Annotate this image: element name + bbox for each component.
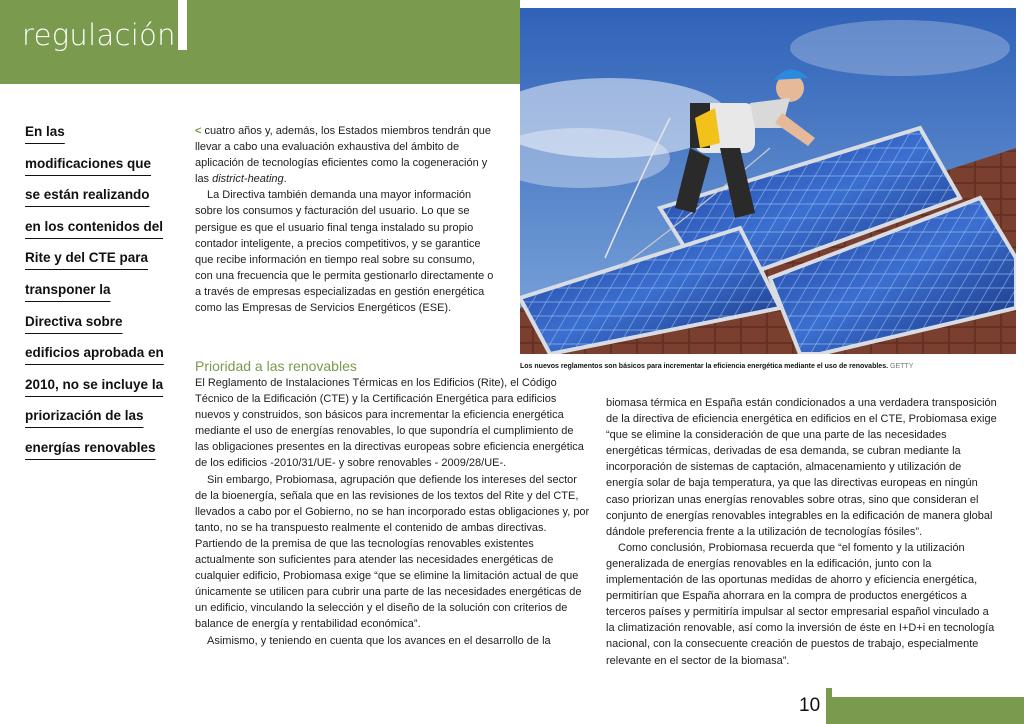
- paragraph-text: cuatro años y, además, los Estados miembros tendrán que llevar a cabo una evaluación exhaustiva del ámbito de aplicación de tecnologías eficientes como la cogeneración y las: [195, 125, 491, 186]
- pullquote-line: En las: [25, 124, 65, 139]
- paragraph-text: .: [283, 173, 287, 186]
- pullquote-line: se están realizando: [25, 187, 150, 203]
- pullquote: [25, 116, 175, 464]
- pullquote-line: priorización de las: [25, 408, 144, 424]
- pullquote-line: Rite y del CTE para: [25, 250, 149, 266]
- section-title: regulación: [22, 18, 176, 52]
- header-notch: [178, 0, 187, 50]
- article-column-1: [195, 123, 495, 316]
- pullquote-line: transponer la: [25, 281, 111, 297]
- paragraph: Como conclusión, Probiomasa recuerda que “el fomento y la utilización generalizada de energías renovables en la edificación, junto con la implementación de las oportunas medidas de ahorro y eficiencia energética, permitirían que España ahorrara en la compra de productos energéticos a terceros países y permitiría impulsar al sector empresarial español vinculado a la climatización renovable, así como la inversión de éste en I+D+i en tecnología nacional, con la consecuente creación de puestos de trabajo, especialmente relevante en el sector de la biomasa”.: [606, 541, 995, 667]
- paragraph: La Directiva también demanda una mayor información sobre los consumos y facturación del usuario. Lo que se persigue es que el usuario final tenga instalado su propio contador inteligente, a precios competitivos, y se garantice que recibe información en tiempo real sobre su consumo, con una frecuencia que le permita gestionarlo directamente o a través de empresas especializadas en gestión energética como las Empresas de Servicios Energéticos (ESE).: [195, 189, 494, 315]
- pullquote-line: en los contenidos del: [25, 218, 164, 234]
- caption-text: Los nuevos reglamentos son básicos para incrementar la eficiencia energética mediante el uso de renovables.: [520, 363, 889, 370]
- photo-caption: [520, 363, 1016, 370]
- article-column-3: [606, 395, 998, 669]
- paragraph: [195, 123, 495, 187]
- subheading: Prioridad a las renovables: [195, 358, 357, 374]
- pullquote-line: modificaciones que: [25, 155, 152, 171]
- photo-credit: GETTY: [890, 363, 914, 370]
- paragraph: biomasa térmica en España están condicionados a una verdadera transposición de la directiva de eficiencia energética en edificios en el CTE, Probiomasa exige “que se elimine la consideración de que una parte de las necesidades energéticas térmicas, derivadas de esa demanda, se cubran mediante la incorporación de sistemas de captación, almacenamiento y utilización de energía solar de baja temperatura, ya que las directivas europeas en ningún caso priorizan unas energías renovables sobre otras, sino que consideran el conjunto de energías renovables integrables en la edificación de manera global dándole preferencia frente a la utilización de tecnologías fósiles”.: [606, 397, 997, 538]
- paragraph: Sin embargo, Probiomasa, agrupación que defiende los intereses del sector de la bioenergía, señala que en las revisiones de los textos del Rite y del CTE, llevados a cabo por el Gobierno, no se han incorporado estas obligaciones y, por tanto, no se ha transpuesto realmente el contenido de ambas directivas. Partiendo de la premisa de que las tecnologías renovables existentes actualmente son suficientes para atender las necesidades energéticas de cualquier edificio, Probiomasa exige “que se elimine la limitación actual de que únicamente se utilicen para cubrir una parte de las necesidades energéticas de un edificio, vinculando la selección y el diseño de la solución con criterios de balance de energía y rentabilidad económica”.: [195, 473, 590, 631]
- pullquote-line: 2010, no se incluye la: [25, 376, 164, 392]
- pullquote-line: edificios aprobada en: [25, 345, 164, 361]
- paragraph: El Reglamento de Instalaciones Térmicas en los Edificios (Rite), el Código Técnico de la Edificación (CTE) y la Certificación Energética para edificios nuevos y construidos, son básicos para incrementar la eficiencia energética mediante el uso de energías renovables, lo que supondría el cumplimiento de las obligaciones presentes en la directivas europeas sobre eficiencia energética de los edificios -2010/31/UE- y sobre renovables - 2009/28/UE-.: [195, 377, 584, 470]
- pullquote-line: Directiva sobre: [25, 313, 123, 329]
- paragraph: Asimismo, y teniendo en cuenta que los avances en el desarrollo de la: [207, 634, 551, 647]
- article-column-2: [195, 375, 590, 649]
- section-header-band: [0, 0, 520, 84]
- pullquote-line: energías renovables: [25, 439, 156, 455]
- page-number: 10: [799, 695, 821, 716]
- paragraph-emphasis: district-heating: [212, 173, 284, 186]
- page-number-bar-gap: [832, 688, 1024, 697]
- continuation-marker: <: [195, 125, 202, 137]
- solar-panel-photo: [520, 8, 1016, 354]
